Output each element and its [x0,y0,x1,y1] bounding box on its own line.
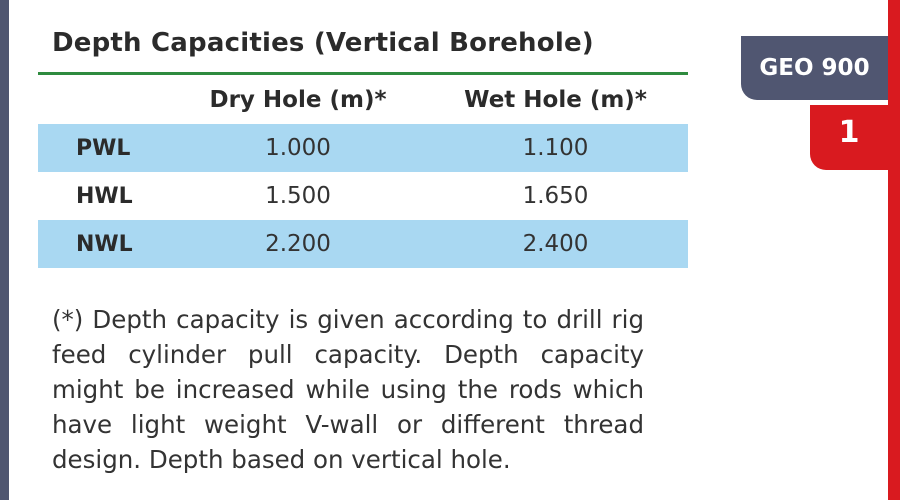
depth-capacity-table [38,76,688,268]
footnote-text: (*) Depth capacity is given according to drill rig feed cylinder pull capacity. Depth capacity might be increased while using the rods which have light weight V-wall or different thread design. Depth based on vertical hole. [52,305,644,474]
column-header-dry-hole: Dry Hole (m)* [209,87,387,113]
table-row [38,172,688,220]
table-row [38,124,688,172]
column-header-wet-hole: Wet Hole (m)* [464,87,647,113]
column-header-label [38,76,173,124]
left-edge-bar [0,0,9,500]
model-name-tab: GEO 900 [741,36,888,100]
dry-hole-value: 1.000 [173,124,423,172]
table-row [38,220,688,268]
wet-hole-value: 1.100 [423,124,688,172]
row-label: HWL [76,183,133,209]
row-label: PWL [38,124,173,172]
heading-underline [38,72,688,75]
dry-hole-value: 1.500 [265,183,331,209]
section-heading: Depth Capacities (Vertical Borehole) [52,28,594,58]
dry-hole-value: 2.200 [173,220,423,268]
row-label: NWL [38,220,173,268]
wet-hole-value: 1.650 [522,183,589,209]
table-header-row [38,76,688,124]
page-number-tab: 1 [810,105,888,170]
wet-hole-value: 2.400 [423,220,688,268]
right-edge-bar [888,0,900,500]
